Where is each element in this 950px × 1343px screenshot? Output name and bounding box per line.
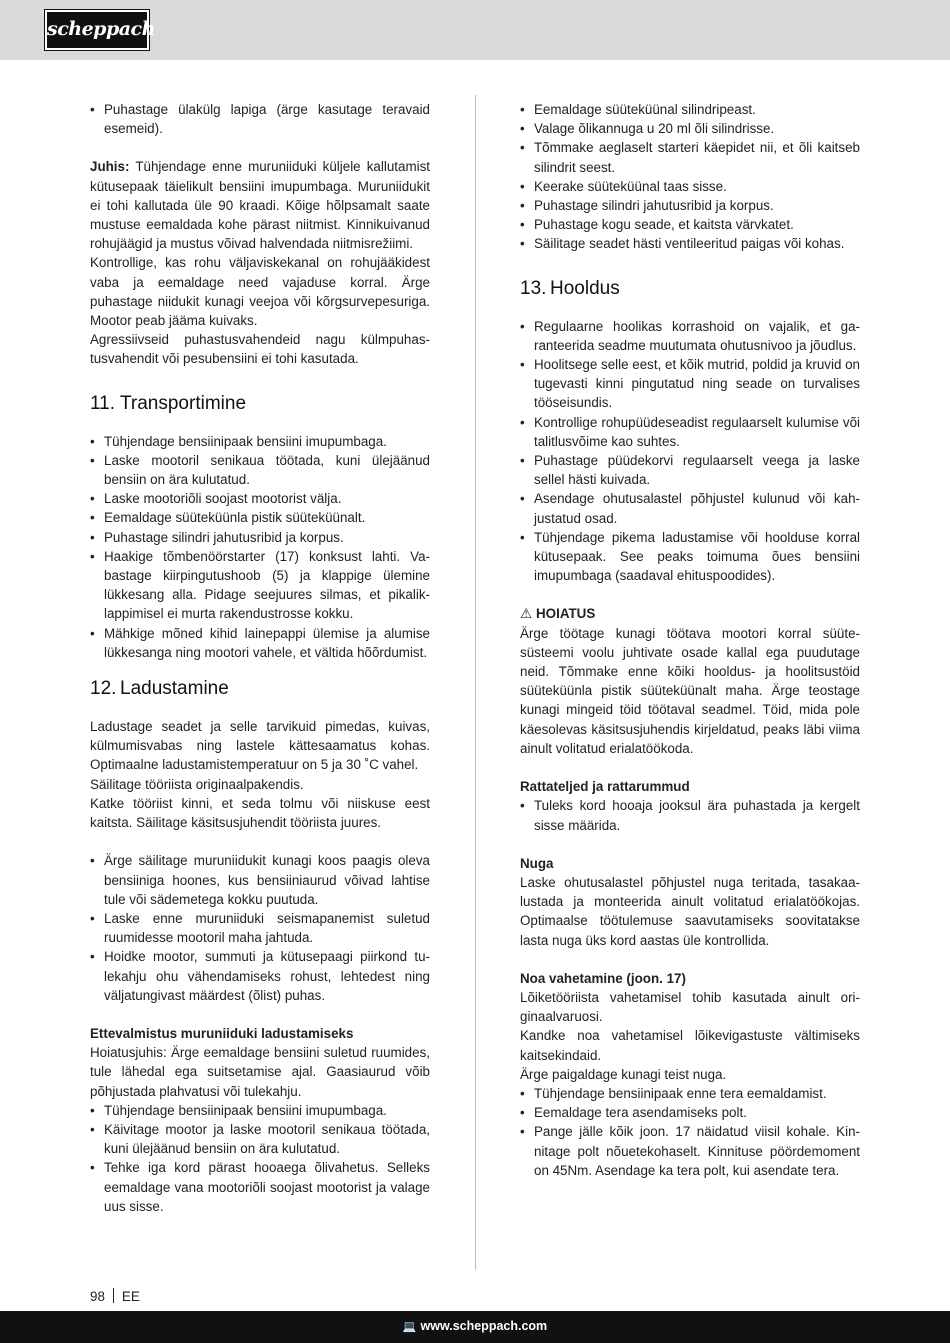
list-item: • Ärge säilitage muruniidukit kunagi koos paagis oleva bensiiniga hoones, kus bensiiniaurud võivad lahtise tule või sädemetega kokku puutuda. [90, 851, 430, 909]
list-item: • Puhastage püüdekorvi regulaarselt veega ja laske sellel hästi kuivada. [520, 451, 860, 489]
juhis-paragraph [90, 157, 430, 253]
section-number: 11. [90, 392, 116, 414]
bullet-list [520, 100, 860, 254]
list-item: • Puhastage silindri jahutusribid ja korpus. [520, 196, 860, 215]
warning-text: Ärge töötage kunagi töötava mootori korral süütesüsteemi voolu juhtivate osade kallal ega puudutage neid. Tõmmake enne kõiki hooldus- ja hoolitsustöid süüteküünla pistik süüteküünalt maha. Ärge teostage kunagi mingeid töid töötaval seadmel. Töid, mida pole käesolevas käsitsusjuhendis kirjeldatud, peaks läbi viima ainult volitatud erialatöökoda. [520, 625, 860, 756]
list-item: • Pange jälle kõik joon. 17 näidatud viisil kohale. Kinnitage polt nõuetekohaselt. Kinnituse pöördemoment on 45Nm. Asendage ka tera polt, kui asendate tera. [520, 1122, 860, 1180]
list-item: • Tõmmake aeglaselt starteri käepidet nii, et õli kaitseb silindrit seest. [520, 138, 860, 176]
section-title: Hooldus [550, 277, 620, 299]
paragraph: Hoiatusjuhis: Ärge eemaldage bensiini suletud ruumides, tule lähedal ega suitsetamise ajal. Gaasiaurud võib põhjustada plahvatusi või tulekahju. [90, 1045, 430, 1099]
paragraph: Lõiketööriista vahetamisel tohib kasutada ainult originaalvaruosi. [520, 989, 860, 1025]
juhis-label: Juhis: [90, 159, 130, 175]
section-title: Ladustamine [120, 678, 229, 700]
list-item: • Puhastage ülakülg lapiga (ärge kasutage teravaid esemeid). [90, 100, 430, 138]
list-item: • Tühjendage pikema ladustamise või hoolduse korral kütusepaak. See peaks toimuma õues bensiini imupumbaga (saadaval ehituspoodides). [520, 528, 860, 586]
page-number: 98 [90, 1289, 105, 1304]
warning-heading [520, 604, 860, 623]
bullet-list [90, 100, 430, 138]
list-item: • Laske enne muruniiduki seismapanemist suletud ruumidesse mootoril maha jahtuda. [90, 909, 430, 947]
wheels-list [520, 796, 860, 834]
paragraph: Ladustage seadet ja selle tarvikuid pimedas, kuivas, külmumisvabas ning lastele kättesaamatus kohas. Optimaalne ladustamistemperatuur on 5 ja 30 ˚C vahel. [90, 719, 430, 773]
section-title: Transportimine [120, 392, 247, 414]
section-heading-11 [90, 393, 430, 415]
paragraph: Kontrollige, kas rohu väljaviskekanal on rohujääkidest vaba ja eemaldage need vajaduse korral. Ärge puhastage niidukit kunagi veejoa või kõrgsurvepesuriga. Mootor peab jääma kuivaks. [90, 255, 430, 329]
list-item: • Puhastage silindri jahutusribid ja korpus. [90, 528, 430, 547]
subheading: Ettevalmistus muruniiduki ladustamiseks [90, 1025, 354, 1041]
header-bar [0, 0, 950, 60]
paragraph: Säilitage tööriista originaalpakendis. [90, 776, 304, 792]
section-number: 13. [520, 277, 547, 299]
section-number: 12. [90, 678, 117, 700]
column-divider [475, 95, 476, 1270]
list-item: • Eemaldage süüteküünla pistik süüteküünalt. [90, 508, 430, 527]
paragraph: Ärge paigaldage kunagi teist nuga. [520, 1066, 727, 1082]
list-item: • Tühjendage bensiinipaak bensiini imupumbaga. [90, 1101, 430, 1120]
list-item: • Tehke iga kord pärast hooaega õlivahetus. Selleks eemaldage vana mootoriõli soojast mootorist ja valage uus sisse. [90, 1158, 430, 1216]
list-item: • Keerake süüteküünal taas sisse. [520, 177, 860, 196]
list-item: • Laske mootoriõli soojast mootorist välja. [90, 489, 430, 508]
brand-logo: scheppach [45, 10, 149, 50]
list-item: • Valage õlikannuga u 20 ml õli silindrisse. [520, 119, 860, 138]
page-footer [90, 1287, 140, 1306]
paragraph: Kandke noa vahetamisel lõikevigastuste vältimiseks kaitsekindaid. [520, 1028, 860, 1063]
right-column [520, 100, 860, 1180]
maintenance-list [520, 317, 860, 586]
list-item: • Hoolitsege selle eest, et kõik mutrid, poldid ja kruvid on tugevasti kinni pingutatud ning seade on turvalises tööseisundis. [520, 355, 860, 413]
list-item: • Tühjendage bensiinipaak bensiini imupumbaga. [90, 432, 430, 451]
paragraph: Laske ohutusalastel põhjustel nuga teritada, tasakaalustada ja monteerida ainult volitatud erialatöökojas. Optimaalse töötulemuse saavutamiseks soovitatakse lasta nuga üks kord aastas üle kontrollida. [520, 874, 860, 948]
knife-change-list [520, 1084, 860, 1180]
section-heading-13 [520, 278, 860, 300]
subheading: Rattateljed ja rattarummud [520, 779, 690, 795]
list-item: • Käivitage mootor ja laske mootoril senikaua töötada, kuni ülejäänud bensiin on ära kulutatud. [90, 1120, 430, 1158]
subheading: Nuga [520, 855, 554, 871]
paragraph: Agressiivseid puhastusvahendeid nagu külmpuhastusvahendit või pesubensiini ei tohi kasutada. [90, 332, 430, 367]
juhis-text: Tühjendage enne muruniiduki küljele kallutamist kütusepaak täielikult bensiini imupumbaga. Muruniidukit ei tohi kallutada üle 90 kraadi. Kõige hõlpsamalt saate mustuse eemaldada kohe pärast niitmist. Kinnikuivanud rohujäägid ja mustus võivad halvendada niitmisrežiimi. [90, 159, 430, 252]
list-item: • Asendage ohutusalastel põhjustel kulunud või kahjustatud osad. [520, 489, 860, 527]
computer-icon: 💻 [402, 1321, 417, 1333]
list-item: • Hoidke mootor, summuti ja kütusepaagi piirkond tulekahju ohu vähendamiseks rohust, lehtedest ning väljatungivast määrdest (õlist) puhas. [90, 947, 430, 1005]
footer-separator [113, 1288, 114, 1303]
list-item: • Tühjendage bensiinipaak enne tera eemaldamist. [520, 1084, 860, 1103]
paragraph: Katke tööriist kinni, et seda tolmu või niiskuse eest kaitsta. Säilitage käsitsusjuhendit tööriista juures. [90, 795, 430, 831]
section-heading-12 [90, 678, 430, 700]
list-item: • Mähkige mõned kihid lainepappi ülemise ja alumise lükkesanga ning mootori vahele, et vältida hõõrdumist. [90, 624, 430, 662]
list-item: • Säilitage seadet hästi ventileeritud paigas või kohas. [520, 234, 860, 253]
storage-list [90, 851, 430, 1005]
bottom-bar [0, 1311, 950, 1343]
list-item: • Haakige tõmbenöörstarter (17) konksust lahti. Vabastage kiirpingutushoob (5) ja klappige ülemine lükkesang alla. Pidage seejuures silmas, et pikaliklappimisel ei murta rakendustrosse kokku. [90, 547, 430, 624]
left-column [90, 100, 430, 1216]
subheading: Noa vahetamine (joon. 17) [520, 970, 686, 986]
list-item: • Regulaarne hoolikas korrashoid on vajalik, et garanteerida seadme muutumata ohutusnivoo ja jõudlus. [520, 317, 860, 355]
language-code: EE [121, 1289, 140, 1304]
transport-list [90, 432, 430, 662]
website-url[interactable] [0, 1319, 950, 1333]
list-item: • Laske mootoril senikaua töötada, kuni ülejäänud bensiin on ära kulutatud. [90, 451, 430, 489]
prep-list [90, 1101, 430, 1216]
list-item: • Puhastage kogu seade, et kaitsta värvkatet. [520, 215, 860, 234]
list-item: • Eemaldage tera asendamiseks polt. [520, 1103, 860, 1122]
list-item: • Eemaldage süüteküünal silindripeast. [520, 100, 860, 119]
url-text: www.scheppach.com [420, 1319, 548, 1333]
list-item: • Tuleks kord hooaja jooksul ära puhastada ja kergelt sisse määrida. [520, 796, 860, 834]
warning-icon: ⚠ [520, 606, 533, 622]
list-item: • Kontrollige rohupüüdeseadist regulaarselt kulumise või talitlusvõime kao suhtes. [520, 413, 860, 451]
warning-title: HOIATUS [536, 606, 596, 622]
